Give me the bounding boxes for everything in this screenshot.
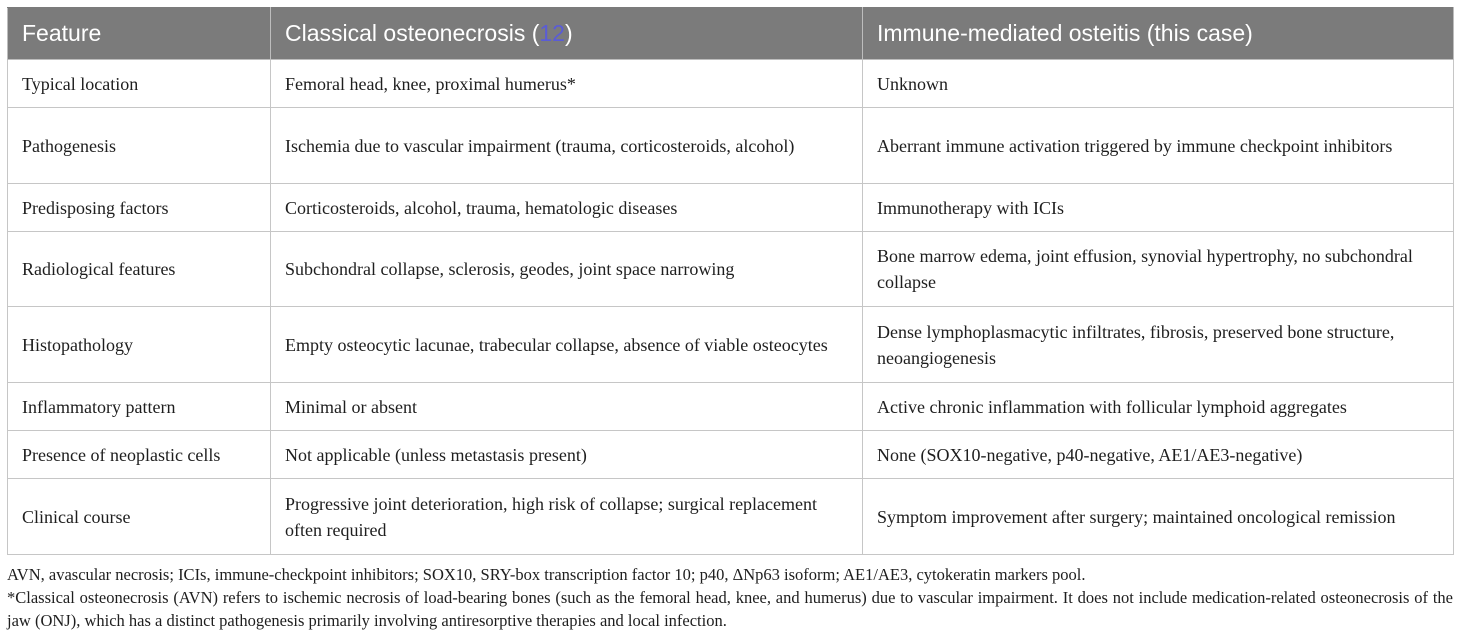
cell-feature: Pathogenesis	[8, 108, 271, 184]
cell-immune: None (SOX10-negative, p40-negative, AE1/AE3-negative)	[863, 431, 1454, 479]
header-classical-osteonecrosis	[271, 8, 863, 60]
cell-classical: Not applicable (unless metastasis present)	[271, 431, 863, 479]
cell-classical: Progressive joint deterioration, high risk of collapse; surgical replacement often required	[271, 479, 863, 555]
abbreviations-footnote: AVN, avascular necrosis; ICIs, immune-checkpoint inhibitors; SOX10, SRY-box transcription factor 10; p40, ΔNp63 isoform; AE1/AE3, cytokeratin markers pool.	[7, 565, 1086, 584]
cell-classical: Minimal or absent	[271, 383, 863, 431]
header-classical-prefix: Classical osteonecrosis (	[285, 20, 540, 46]
cell-immune: Unknown	[863, 60, 1454, 108]
cell-feature: Histopathology	[8, 307, 271, 383]
table-row	[8, 383, 1454, 431]
table-row	[8, 108, 1454, 184]
cell-feature: Predisposing factors	[8, 184, 271, 232]
header-classical-suffix: )	[564, 20, 573, 46]
table-header-row	[8, 8, 1454, 60]
cell-classical: Femoral head, knee, proximal humerus*	[271, 60, 863, 108]
cell-feature: Radiological features	[8, 232, 271, 307]
reference-link-12[interactable]: 12	[539, 20, 565, 46]
cell-classical: Subchondral collapse, sclerosis, geodes, joint space narrowing	[271, 232, 863, 307]
cell-immune: Active chronic inflammation with follicular lymphoid aggregates	[863, 383, 1454, 431]
cell-classical: Ischemia due to vascular impairment (trauma, corticosteroids, alcohol)	[271, 108, 863, 184]
cell-immune: Dense lymphoplasmacytic infiltrates, fibrosis, preserved bone structure, neoangiogenesis	[863, 307, 1454, 383]
table-row	[8, 307, 1454, 383]
table-row	[8, 184, 1454, 232]
cell-classical: Corticosteroids, alcohol, trauma, hematologic diseases	[271, 184, 863, 232]
table-row	[8, 479, 1454, 555]
cell-feature: Presence of neoplastic cells	[8, 431, 271, 479]
cell-feature: Clinical course	[8, 479, 271, 555]
table-footnotes	[7, 563, 1453, 632]
cell-feature: Inflammatory pattern	[8, 383, 271, 431]
header-immune-mediated-osteitis: Immune-mediated osteitis (this case)	[863, 8, 1454, 60]
table-row	[8, 431, 1454, 479]
table-row	[8, 60, 1454, 108]
cell-immune: Bone marrow edema, joint effusion, synovial hypertrophy, no subchondral collapse	[863, 232, 1454, 307]
asterisk-footnote: *Classical osteonecrosis (AVN) refers to ischemic necrosis of load-bearing bones (such as the femoral head, knee, and humerus) due to vascular impairment. It does not include medication-related osteonecrosis of the jaw (ONJ), which has a distinct pathogenesis primarily involving antiresorptive therapies and local infection.	[7, 588, 1453, 630]
cell-immune: Symptom improvement after surgery; maintained oncological remission	[863, 479, 1454, 555]
cell-classical: Empty osteocytic lacunae, trabecular collapse, absence of viable osteocytes	[271, 307, 863, 383]
comparison-table	[7, 7, 1454, 555]
comparison-table-container	[7, 7, 1453, 555]
cell-immune: Immunotherapy with ICIs	[863, 184, 1454, 232]
cell-feature: Typical location	[8, 60, 271, 108]
header-feature: Feature	[8, 8, 271, 60]
table-row	[8, 232, 1454, 307]
cell-immune: Aberrant immune activation triggered by immune checkpoint inhibitors	[863, 108, 1454, 184]
